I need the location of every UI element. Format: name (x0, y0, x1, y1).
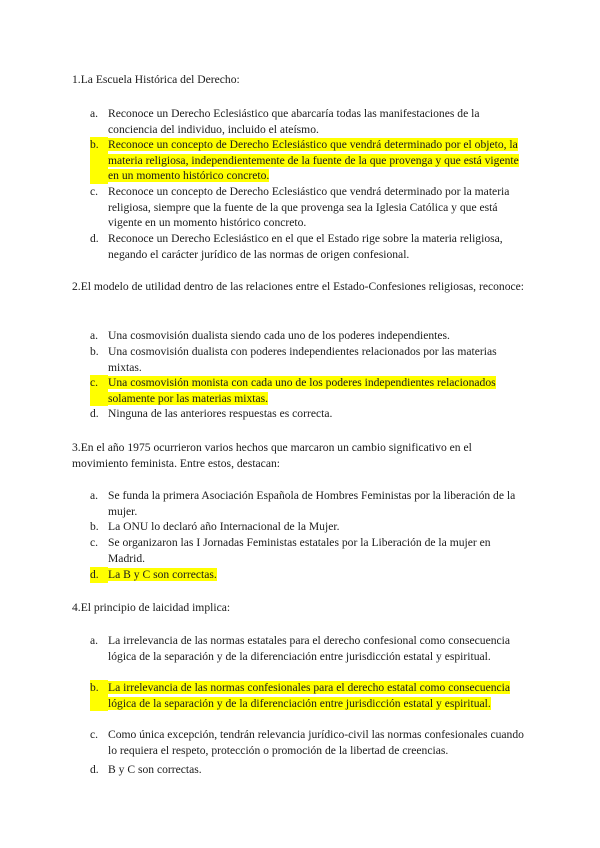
option-text: Reconoce un Derecho Eclesiástico que abarcaría todas las manifestaciones de la conciencia del individuo, incluido el ateísmo. (108, 107, 480, 136)
option-letter: d. (90, 407, 99, 420)
option-letter: d. (90, 232, 99, 245)
question-4-option-a (90, 633, 530, 664)
question-1-option-b (90, 137, 530, 184)
option-letter: a. (90, 329, 99, 342)
option-text-highlighted: La B y C son correctas. (108, 568, 217, 581)
option-letter: b. (90, 345, 99, 358)
option-text: Ninguna de las anteriores respuestas es correcta. (108, 407, 333, 420)
question-2-prompt: 2.El modelo de utilidad dentro de las relaciones entre el Estado-Confesiones religiosas, reconoce: (72, 280, 525, 293)
option-letter: a. (90, 107, 99, 120)
option-text: Como única excepción, tendrán relevancia jurídico-civil las normas confesionales cuando lo requiera el respeto, protección o promoción de la libertad de creencias. (108, 728, 524, 757)
question-2-option-a (90, 328, 530, 344)
option-text: La irrelevancia de las normas estatales para el derecho confesional como consecuencia lógica de la separación y de la diferenciación entre jurisdicción estatal y espiritual. (108, 634, 511, 663)
option-text: Una cosmovisión dualista con poderes independientes relacionados por las materias mixtas. (108, 345, 497, 374)
option-letter: c. (90, 185, 99, 198)
question-3-prompt: 3.En el año 1975 ocurrieron varios hechos que marcaron un cambio significativo en el movimiento feminista. Entre estos, destacan: (72, 441, 472, 470)
question-1-option-d (90, 231, 530, 262)
option-letter: d. (90, 567, 108, 583)
option-letter: b. (90, 680, 108, 711)
option-letter: c. (90, 728, 99, 741)
question-1-option-a (90, 106, 530, 137)
option-letter: c. (90, 375, 108, 406)
option-letter: a. (90, 489, 99, 502)
question-3-option-a (90, 488, 530, 519)
option-text: Se funda la primera Asociación Española de Hombres Feministas por la liberación de la mujer. (108, 489, 516, 518)
option-text-highlighted: Una cosmovisión monista con cada uno de los poderes independientes relacionados solamente por las materias mixtas. (108, 376, 496, 405)
option-text: B y C son correctas. (108, 763, 202, 776)
question-3-option-b (90, 519, 530, 535)
option-letter: d. (90, 763, 99, 776)
question-3-option-d (90, 567, 530, 583)
option-letter: c. (90, 536, 99, 549)
question-4-prompt: 4.El principio de laicidad implica: (72, 601, 231, 614)
question-4-option-c (90, 727, 530, 758)
option-letter: b. (90, 520, 99, 533)
option-text: Una cosmovisión dualista siendo cada uno de los poderes independientes. (108, 329, 450, 342)
option-text: Se organizaron las I Jornadas Feministas estatales por la Liberación de la mujer en Madrid. (108, 536, 491, 565)
question-1-prompt: 1.La Escuela Histórica del Derecho: (72, 73, 240, 86)
option-text: La ONU lo declaró año Internacional de la Mujer. (108, 520, 340, 533)
question-1-option-c (90, 184, 530, 231)
option-text: Reconoce un concepto de Derecho Eclesiástico que vendrá determinado por la materia religiosa, siempre que la fuente de la que provenga sea la Iglesia Católica y que está vigente en un momento histórico concreto. (108, 185, 510, 230)
option-letter: a. (90, 634, 99, 647)
option-letter: b. (90, 137, 108, 184)
question-2-option-b (90, 344, 530, 375)
option-text-highlighted: Reconoce un concepto de Derecho Eclesiástico que vendrá determinado por el objeto, la materia religiosa, independientemente de la fuente de la que provenga y que está vigente en un momento histórico concreto. (108, 138, 519, 183)
question-2-option-d (90, 406, 530, 422)
question-4-option-d (90, 762, 530, 778)
question-4-option-b (90, 680, 530, 711)
question-3-option-c (90, 535, 530, 566)
question-2-option-c (90, 375, 530, 406)
option-text-highlighted: La irrelevancia de las normas confesionales para el derecho estatal como consecuencia lógica de la separación y de la diferenciación entre jurisdicción estatal y espiritual. (108, 681, 511, 710)
option-text: Reconoce un Derecho Eclesiástico en el que el Estado rige sobre la materia religiosa, negando el carácter jurídico de las normas de origen confesional. (108, 232, 503, 261)
